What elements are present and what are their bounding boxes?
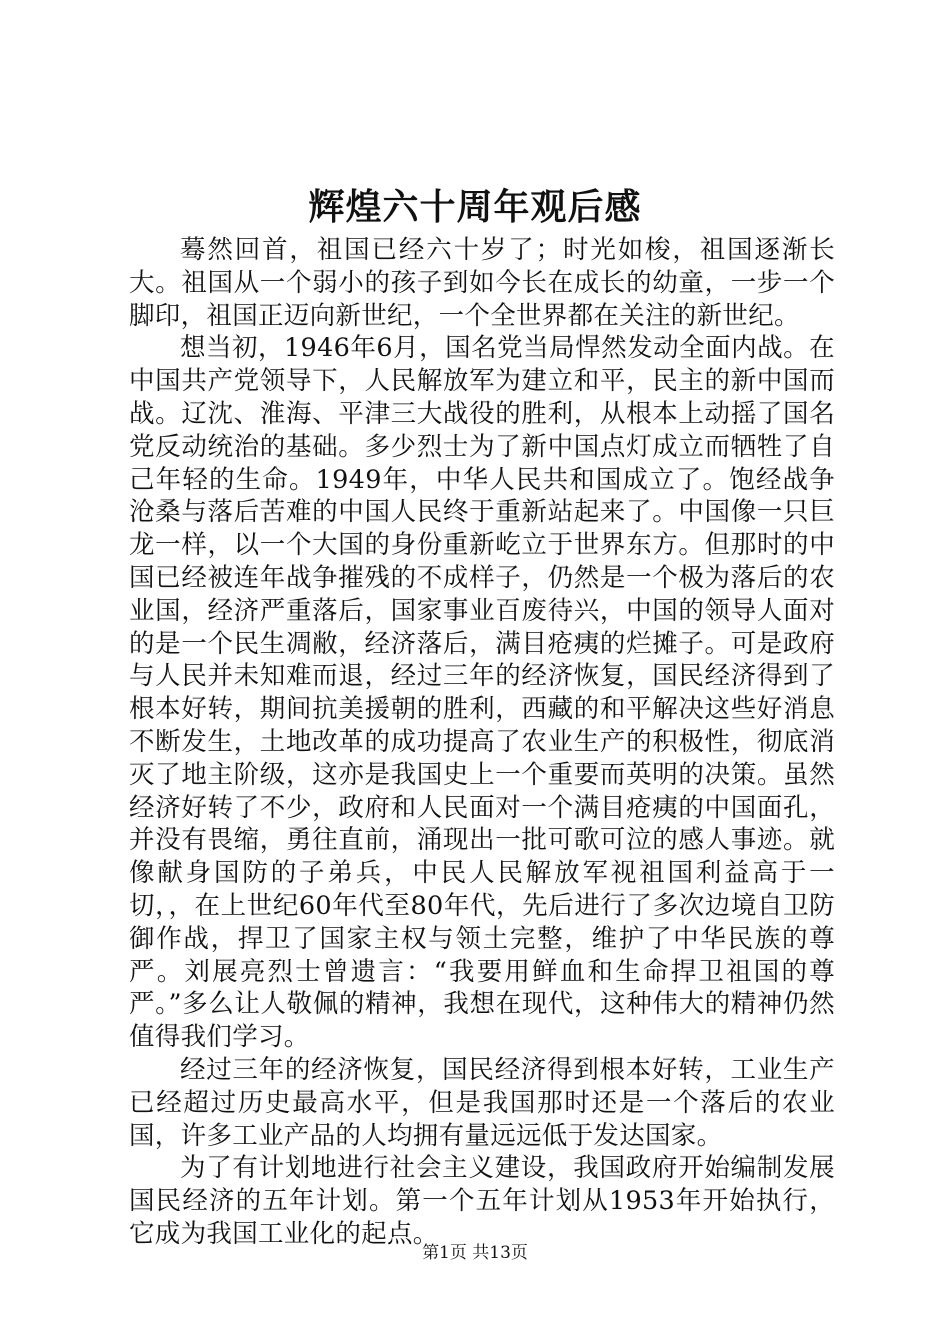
paragraph-3: 经过三年的经济恢复，国民经济得到根本好转，工业生产已经超过历史最高水平，但是我国那时还是一个落后的农业国，许多工业产品的人均拥有量远远低于发达国家。 — [129, 1054, 835, 1151]
paragraph-1: 蓦然回首，祖国已经六十岁了；时光如梭，祖国逐渐长大。祖国从一个弱小的孩子到如今长在成长的幼童，一步一个脚印，祖国正迈向新世纪，一个全世界都在关注的新世纪。 — [129, 235, 835, 331]
document-body — [129, 234, 835, 1251]
document-title: 辉煌六十周年观后感 — [308, 186, 642, 228]
paragraph-2: 想当初，1946年6月，国名党当局悍然发动全面内战。在中国共产党领导下，人民解放军为建立和平，民主的新中国而战。辽沈、淮海、平津三大战役的胜利，从根本上动摇了国名党反动统治的基础。多少烈士为了新中国点灯成立而牺牲了自己年轻的生命。1949年，中华人民共和国成立了。饱经战争沧桑与落后苦难的中国人民终于重新站起来了。中国像一只巨龙一样，以一个大国的身份重新屹立于世界东方。但那时的中国已经被连年战争摧残的不成样子，仍然是一个极为落后的农业国，经济严重落后，国家事业百废待兴，中国的领导人面对的是一个民生凋敝，经济落后，满目疮痍的烂摊子。可是政府与人民并未知难而退，经过三年的经济恢复，国民经济得到了根本好转，期间抗美援朝的胜利，西藏的和平解决这些好消息不断发生，土地改革的成功提高了农业生产的积极性，彻底消灭了地主阶级，这亦是我国史上一个重要而英明的决策。虽然经济好转了不少，政府和人民面对一个满目疮痍的中国面孔，并没有畏缩，勇往直前，涌现出一批可歌可泣的感人事迹。就像献身国防的子弟兵，中民人民解放军视祖国利益高于一切，，在上世纪60年代至80年代，先后进行了多次边境自卫防御作战，捍卫了国家主权与领土完整，维护了中华民族的尊严。刘展亮烈士曾遗言：“我要用鲜血和生命捍卫祖国的尊严。”多么让人敬佩的精神，我想在现代，这种伟大的精神仍然值得我们学习。 — [129, 333, 835, 1053]
page-number-footer: 第1页 共13页 — [422, 1243, 528, 1263]
paragraph-4: 为了有计划地进行社会主义建设，我国政府开始编制发展国民经济的五年计划。第一个五年计划从1953年开始执行，它成为我国工业化的起点。 — [129, 1153, 835, 1249]
